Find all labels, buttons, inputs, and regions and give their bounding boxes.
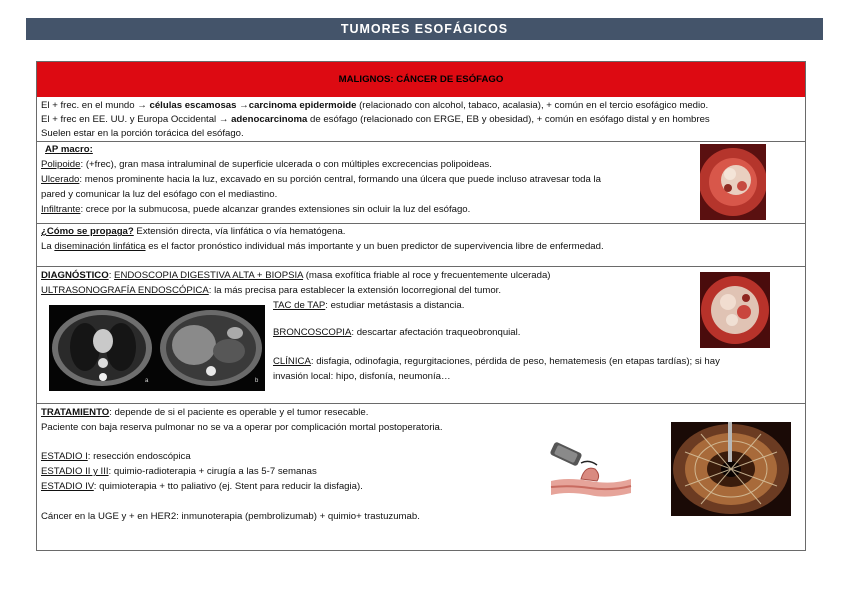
ct-label-b: b xyxy=(255,378,259,384)
content-frame xyxy=(36,61,806,551)
ap-ulcerado-cont: pared y comunicar la luz del esófago con el mediastino. xyxy=(41,189,278,200)
diagnosis-line-1: DIAGNÓSTICO: ENDOSCOPIA DIGESTIVA ALTA + BIOPSIA (masa exofítica friable al roce y frecuentemente ulcerada) xyxy=(41,270,551,281)
treatment-stage-4: ESTADIO IV: quimioterapia + tto paliativo (ej. Stent para reducir la disfagia). xyxy=(41,481,363,492)
propagation-line-1: ¿Cómo se propaga? Extensión directa, vía linfática o vía hematógena. xyxy=(41,226,346,237)
treatment-uge: Cáncer en la UGE y + en HER2: inmunoterapia (pembrolizumab) + quimio+ trastuzumab. xyxy=(41,511,420,522)
diagnosis-usg: ULTRASONOGRAFÍA ENDOSCÓPICA: la más precisa para establecer la extensión locorregional del tumor. xyxy=(41,285,501,296)
diagnosis-tac: TAC de TAP: estudiar metástasis a distancia. xyxy=(273,300,465,311)
diagnosis-broncoscopia: BRONCOSCOPIA: descartar afectación traqueobronquial. xyxy=(273,327,521,338)
treatment-stage-1: ESTADIO I: resección endoscópica xyxy=(41,451,191,462)
ap-polipoide: Polipoide: (+frec), gran masa intraluminal de superficie ulcerada o con múltiples excrecencias polipoideas. xyxy=(41,159,492,170)
resection-illustration xyxy=(547,441,633,503)
ct-scan-images xyxy=(49,305,265,391)
endoscopy-image-polypoid xyxy=(700,144,766,220)
endoscopy-image-ulcerated xyxy=(700,272,770,348)
malignos-line-1: El + frec. en el mundo → células escamosas →carcinoma epidermoide (relacionado con alcohol, tabaco, acalasia), + común en el tercio esofágico medio. xyxy=(41,100,709,111)
ct-label-a: a xyxy=(145,378,149,384)
ap-macro-title: AP macro: xyxy=(45,144,93,155)
page-header: TUMORES ESOFÁGICOS xyxy=(26,18,823,40)
propagation-line-2: La diseminación linfática es el factor pronóstico individual más importante y un buen predictor de supervivencia libre de enfermedad. xyxy=(41,241,604,252)
section-title-malignos: MALIGNOS: CÁNCER DE ESÓFAGO xyxy=(37,62,805,97)
stent-endoscopy-image xyxy=(671,422,791,516)
treatment-line-2: Paciente con baja reserva pulmonar no se va a operar por complicación mortal postoperatoria. xyxy=(41,422,443,433)
treatment-stage-2-3: ESTADIO II y III: quimio-radioterapia + cirugía a las 5-7 semanas xyxy=(41,466,317,477)
ap-infiltrante: Infiltrante: crece por la submucosa, puede alcanzar grandes extensiones sin ocluir la luz del esófago. xyxy=(41,204,471,215)
diagnosis-clinica: CLÍNICA: disfagia, odinofagia, regurgitaciones, pérdida de peso, hematemesis (en etapas tardías); si hay xyxy=(273,356,720,367)
malignos-line-3: Suelen estar en la porción torácica del esófago. xyxy=(41,128,244,139)
ap-ulcerado: Ulcerado: menos prominente hacia la luz, excavado en su porción central, formando una úlcera que puede incluso atravesar toda la xyxy=(41,174,601,185)
diagnosis-clinica-cont: invasión local: hipo, disfonía, neumonía… xyxy=(273,371,451,382)
treatment-line-1: TRATAMIENTO: depende de si el paciente es operable y el tumor resecable. xyxy=(41,407,369,418)
malignos-line-2: El + frec en EE. UU. y Europa Occidental → adenocarcinoma de esófago (relacionado con ERGE, EB y obesidad), + común en esófago distal y en hombres xyxy=(41,114,710,125)
